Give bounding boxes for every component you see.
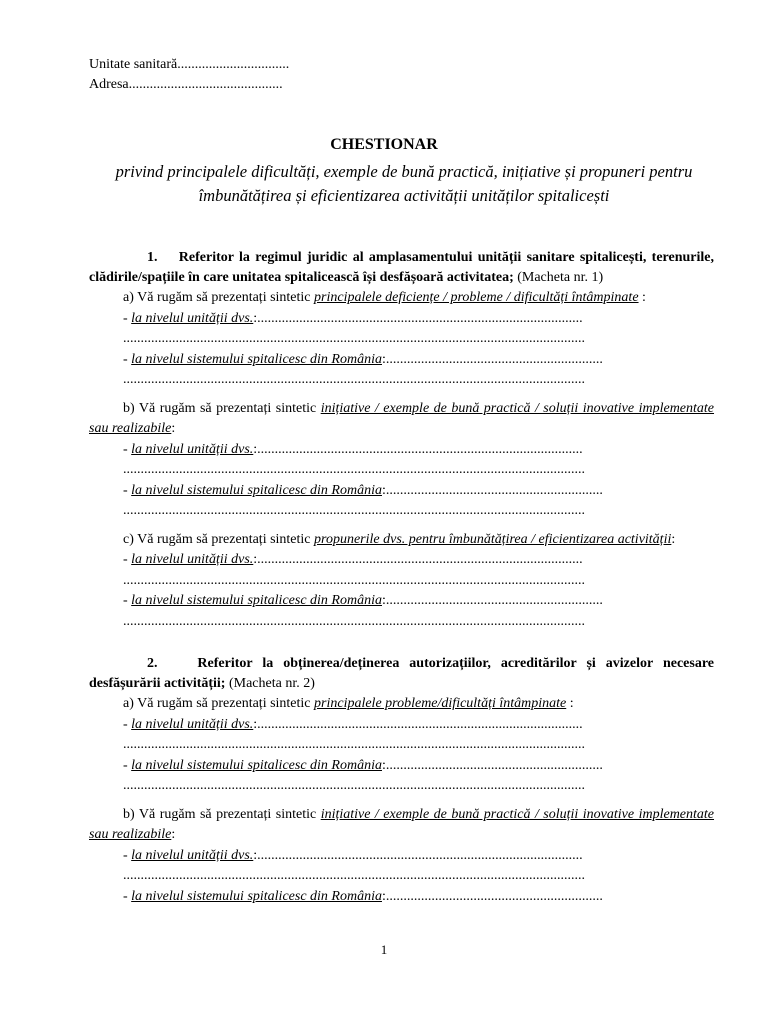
answer-line[interactable]: [89, 776, 714, 797]
dots: :..............................................................: [381, 593, 603, 608]
page-number: 1: [380, 942, 388, 957]
question-topic: inițiative / exemple de bună practică / soluții inovative implementate sau realizabile: [89, 806, 715, 842]
answer-line-system[interactable]: - la nivelul sistemului spitalicesc din România:..............................................................: [123, 593, 603, 608]
question-2b: [89, 805, 714, 846]
question-topic: propunerile dvs. pentru îmbunătățirea / eficientizarea activității: [314, 531, 672, 547]
unit-level-label: la nivelul unității dvs.: [131, 310, 254, 326]
answer-line[interactable]: [89, 501, 714, 522]
unit-level-label: la nivelul unității dvs.: [131, 847, 254, 863]
system-level-label: la nivelul sistemului spitalicesc din România: [131, 482, 382, 498]
answer-line[interactable]: [89, 735, 714, 756]
question-prefix: Vă rugăm să prezentați sintetic: [137, 531, 311, 547]
question-end: :: [671, 531, 676, 547]
section-number: 2.: [147, 656, 158, 671]
question-1a: [89, 288, 714, 309]
question-prefix: Vă rugăm să prezentați sintetic: [137, 290, 311, 305]
document-body: [89, 248, 714, 907]
answer-line-system[interactable]: - la nivelul sistemului spitalicesc din România:..............................................................: [123, 482, 603, 498]
macheta-ref: (Macheta nr. 1): [517, 270, 604, 285]
dots: ....................................................................................................................................: [123, 372, 585, 387]
address-field: [89, 75, 283, 95]
unit-level-label: la nivelul unității dvs.: [131, 716, 254, 732]
dots: :.............................................................................................: [253, 716, 583, 732]
answer-line-unit[interactable]: - la nivelul unității dvs.:.............................................................................................: [123, 441, 583, 457]
dots: ....................................................................................................................................: [123, 868, 585, 883]
system-level-label: la nivelul sistemului spitalicesc din România: [131, 757, 382, 773]
answer-line-unit[interactable]: - la nivelul unității dvs.:.............................................................................................: [123, 716, 583, 732]
question-topic: principalele deficiențe / probleme / dificultăți întâmpinate: [314, 290, 639, 305]
question-topic: inițiative / exemple de bună practică / soluții inovative implementate sau realizabile: [89, 400, 715, 436]
question-2a: [89, 694, 714, 715]
dots: ....................................................................................................................................: [123, 778, 585, 793]
question-prefix: Vă rugăm să prezentați sintetic: [138, 806, 317, 822]
answer-line[interactable]: [89, 612, 714, 633]
system-level-label: la nivelul sistemului spitalicesc din România: [131, 593, 382, 608]
question-letter: b): [123, 806, 135, 822]
question-1b: [89, 399, 714, 440]
dots: :.............................................................................................: [253, 310, 583, 326]
answer-line-unit[interactable]: - la nivelul unității dvs.:.............................................................................................: [123, 310, 583, 326]
question-prefix: Vă rugăm să prezentați sintetic: [138, 400, 317, 416]
section-number: 1.: [147, 250, 158, 265]
dots: ....................................................................................................................................: [123, 613, 585, 629]
answer-line[interactable]: [89, 571, 714, 592]
dots: ....................................................................................................................................: [123, 737, 585, 752]
dots: ....................................................................................................................................: [123, 572, 585, 588]
answer-line-unit[interactable]: - la nivelul unității dvs.:.............................................................................................: [123, 552, 583, 567]
section-2-heading: [89, 654, 714, 694]
answer-line-system[interactable]: - la nivelul sistemului spitalicesc din România:..............................................................: [123, 888, 603, 904]
unit-dots: ................................: [177, 57, 290, 72]
system-level-label: la nivelul sistemului spitalicesc din România: [131, 351, 382, 367]
document-subtitle: privind principalele dificultăți, exemple de bună practică, inițiative și propuneri pentru îmbunătățirea și eficientizarea activității unităților spitalicești: [115, 162, 693, 205]
dots: :..............................................................: [381, 757, 603, 773]
dots: ....................................................................................................................................: [123, 462, 585, 477]
question-letter: c): [123, 531, 134, 547]
dots: ....................................................................................................................................: [123, 331, 585, 346]
question-1c: [89, 530, 714, 551]
dots: :..............................................................: [381, 888, 603, 904]
address-label: Adresa: [89, 77, 129, 92]
question-end: :: [171, 827, 176, 842]
section-heading-text: Referitor la obținerea/deținerea autorizațiilor, acreditărilor și avizelor necesare desfășurării activității;: [89, 656, 714, 691]
section-heading-text: Referitor la regimul juridic al amplasamentului unității sanitare spitalicești, terenurile, clădirile/spațiile în care unitatea spitalicească își desfășoară activitatea;: [89, 250, 714, 285]
answer-line-system[interactable]: - la nivelul sistemului spitalicesc din România:..............................................................: [123, 757, 603, 773]
question-letter: b): [123, 400, 135, 416]
unit-field: [89, 55, 289, 75]
answer-line[interactable]: [89, 329, 714, 350]
question-letter: a): [123, 696, 134, 711]
question-prefix: Vă rugăm să prezentați sintetic: [137, 696, 311, 711]
answer-line[interactable]: [89, 866, 714, 887]
question-end: :: [566, 696, 574, 711]
address-dots: ............................................: [128, 77, 283, 92]
system-level-label: la nivelul sistemului spitalicesc din România: [131, 888, 382, 904]
dots: ....................................................................................................................................: [123, 503, 585, 518]
document-title: CHESTIONAR: [330, 136, 438, 153]
unit-label: Unitate sanitară: [89, 57, 178, 72]
dots: :.............................................................................................: [253, 552, 583, 567]
dots: :.............................................................................................: [253, 847, 583, 863]
answer-line-system[interactable]: - la nivelul sistemului spitalicesc din România:..............................................................: [123, 351, 603, 367]
dots: :..............................................................: [381, 482, 603, 498]
unit-level-label: la nivelul unității dvs.: [131, 441, 254, 457]
unit-level-label: la nivelul unității dvs.: [131, 552, 254, 567]
answer-line[interactable]: [89, 370, 714, 391]
section-1-heading: [89, 248, 714, 288]
question-end: :: [171, 421, 176, 436]
dots: :.............................................................................................: [253, 441, 583, 457]
dots: :..............................................................: [381, 351, 603, 367]
answer-line-unit[interactable]: - la nivelul unității dvs.:.............................................................................................: [123, 847, 583, 863]
macheta-ref: (Macheta nr. 2): [228, 676, 315, 691]
question-end: :: [638, 290, 646, 305]
question-topic: principalele probleme/dificultăți întâmpinate: [314, 696, 567, 711]
question-letter: a): [123, 290, 134, 305]
answer-line[interactable]: [89, 460, 714, 481]
